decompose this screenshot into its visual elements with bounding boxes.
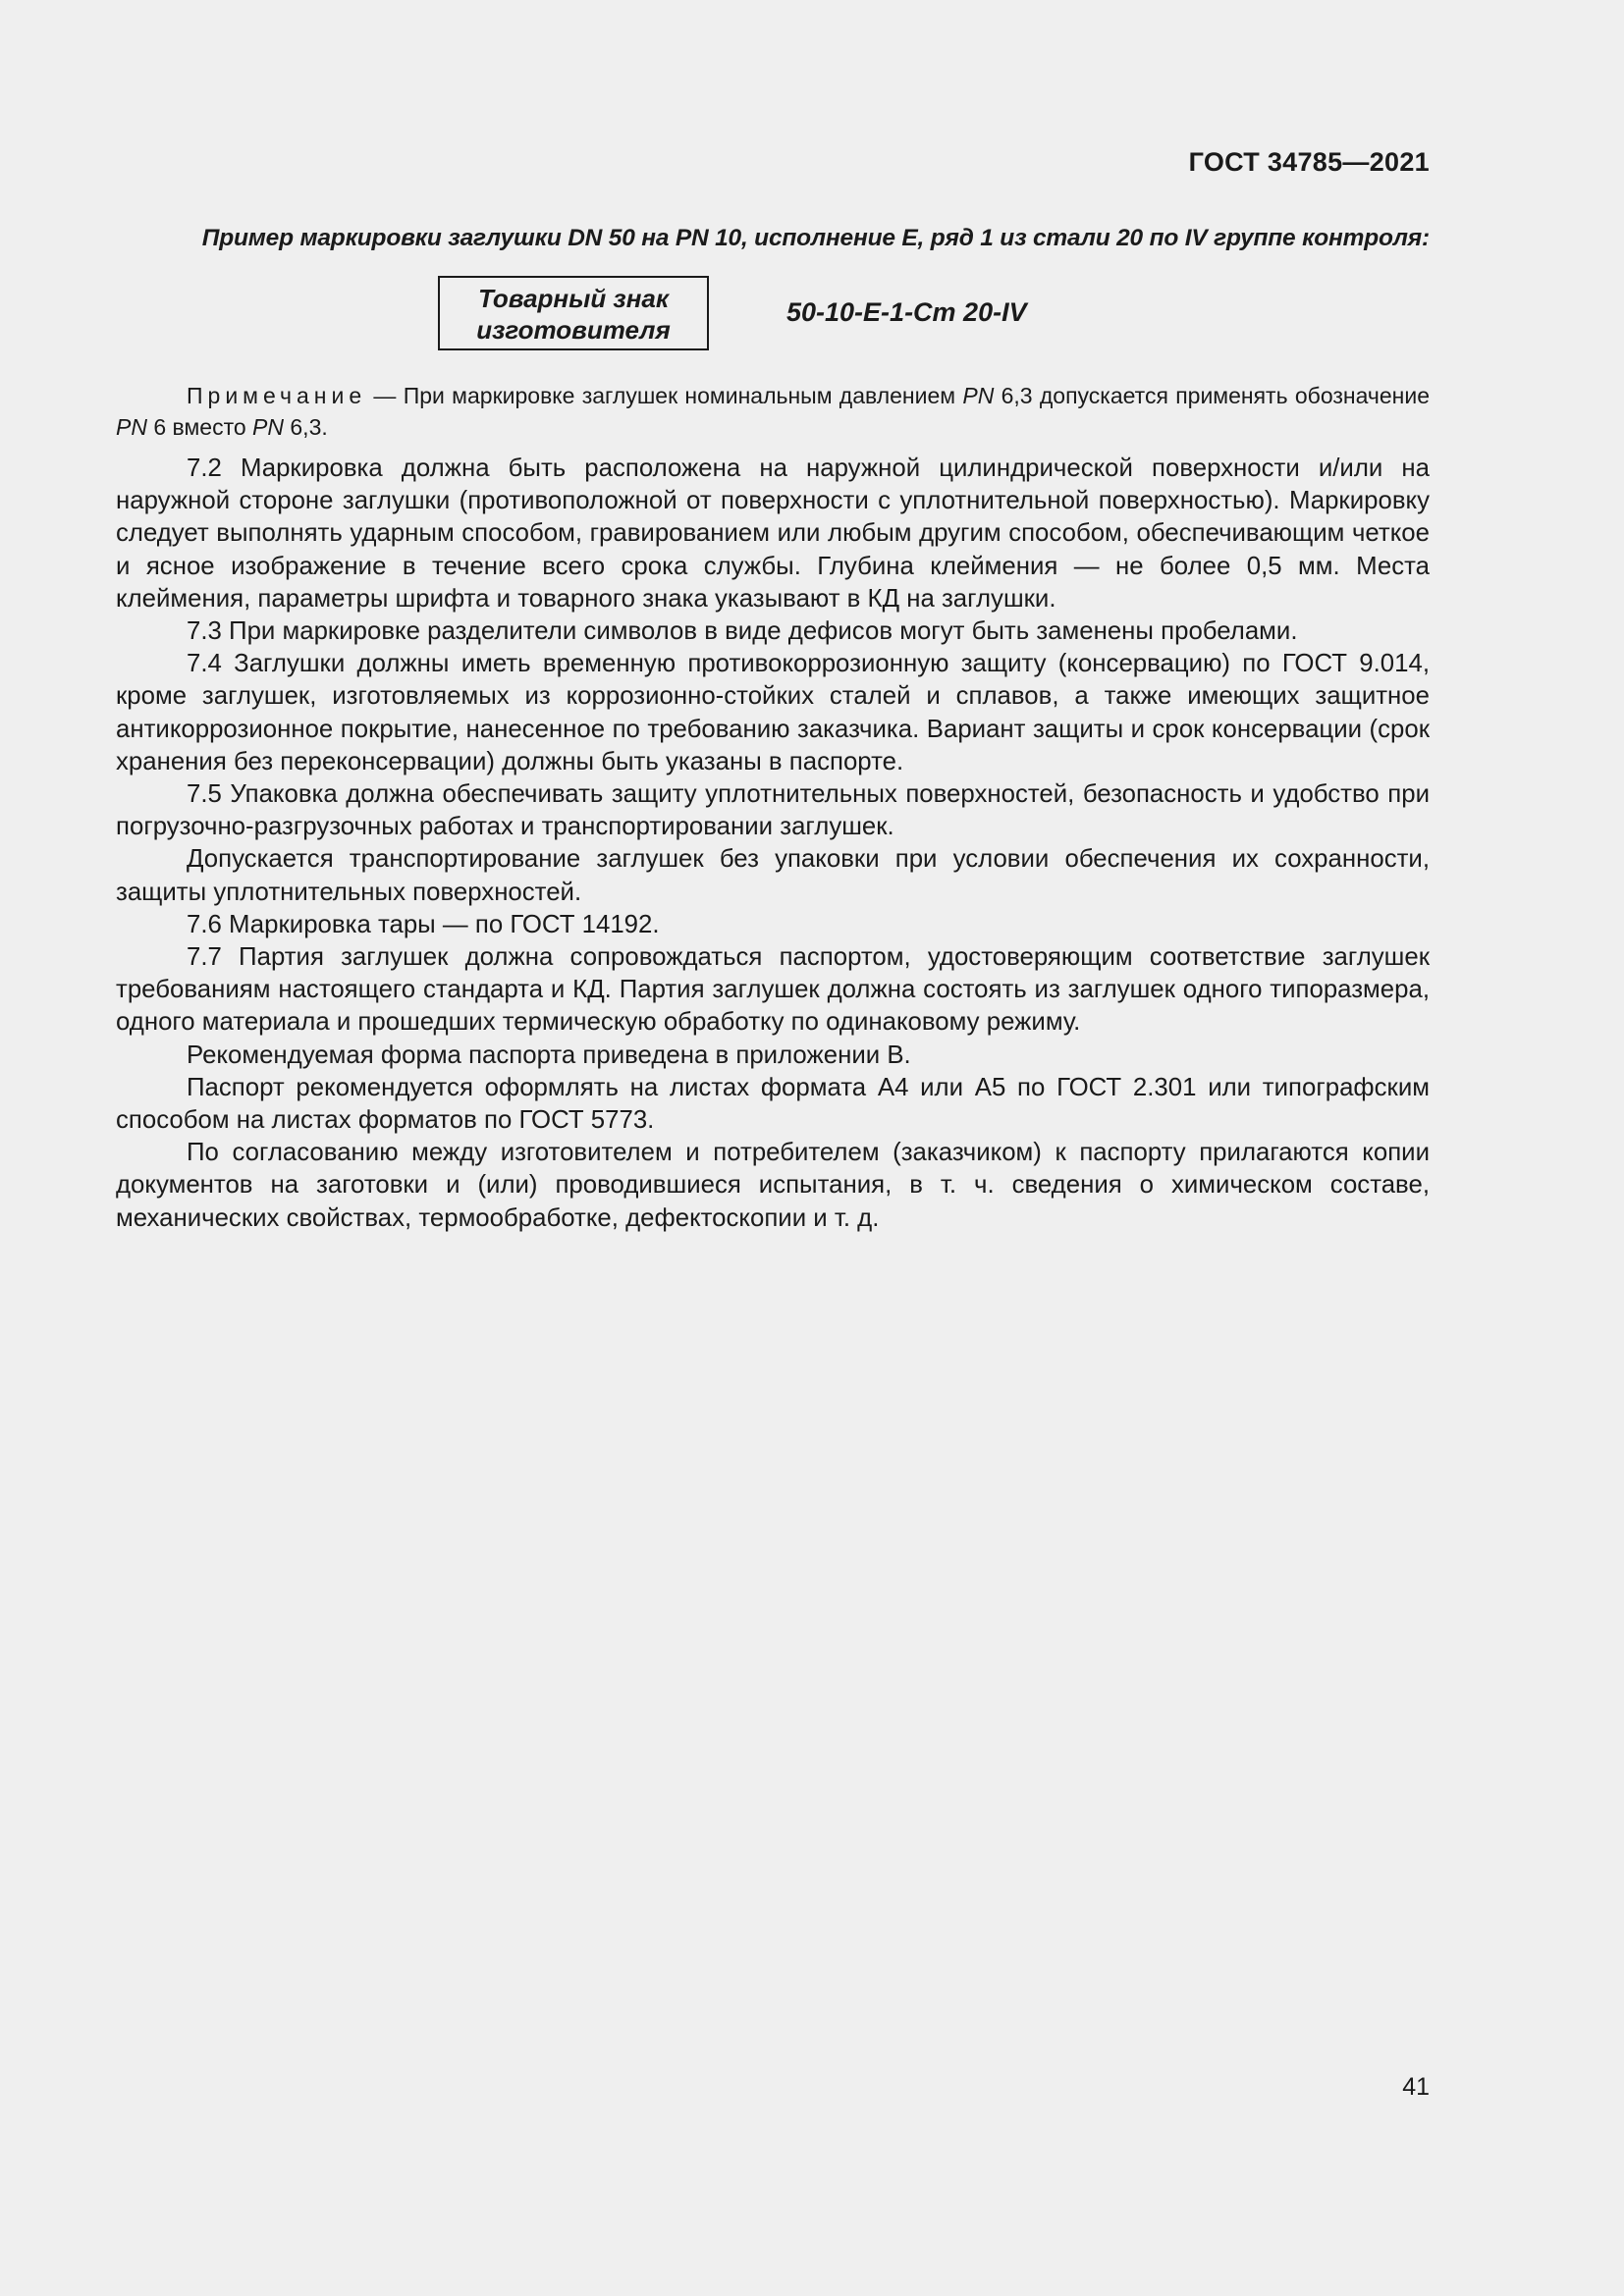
- note-text: 6,3.: [284, 414, 328, 440]
- paragraph-7-5: 7.5 Упаковка должна обеспечивать защиту уплотнительных поверхностей, безопасность и удобство при погрузочно-разгрузочных работах и транспортировании заглушек.: [116, 780, 1430, 841]
- trademark-box-line-2: изготовителя: [476, 315, 671, 345]
- paragraph-7-7: 7.7 Партия заглушек должна сопровождаться паспортом, удостоверяющим соответствие заглушек требованиям настоящего стандарта и КД. Партия заглушек должна состоять из заглушек одного типоразмера, одного материала и прошедших термическую обработку по одинаковому режиму.: [116, 943, 1430, 1037]
- trademark-box: [438, 276, 709, 350]
- paragraph-7-2: 7.2 Маркировка должна быть расположена на наружной цилиндрической поверхности и/или на наружной стороне заглушки (противоположной от поверхности с уплотнительной поверхностью). Маркировку следует выполнять ударным способом, гравированием или любым другим способом, обеспечивающим четкое и ясное изображение в течение всего срока службы. Глубина клеймения — не более 0,5 мм. Места клеймения, параметры шрифта и товарного знака указывают в КД на заглушки.: [116, 454, 1430, 613]
- note-text: 6 вместо: [146, 414, 253, 440]
- note-paragraph: [116, 380, 1430, 443]
- paragraph-7-6: 7.6 Маркировка тары — по ГОСТ 14192.: [187, 910, 660, 938]
- page-number: 41: [1402, 2073, 1430, 2101]
- trademark-box-line-1: Товарный знак: [477, 284, 670, 313]
- paragraph-passport-form: Рекомендуемая форма паспорта приведена в приложении В.: [187, 1041, 911, 1069]
- paragraph-transport: Допускается транспортирование заглушек без упаковки при условии обеспечения их сохранности, защиты уплотнительных поверхностей.: [116, 845, 1430, 906]
- paragraph-7-3: 7.3 При маркировке разделители символов в виде дефисов могут быть заменены пробелами.: [187, 617, 1298, 646]
- note-text: 6,3 допускается применять обозначение: [994, 383, 1431, 408]
- body-text: [116, 453, 1430, 1235]
- note-text: — При маркировке заглушек номинальным давлением: [366, 383, 963, 408]
- paragraph-passport-attachments: По согласованию между изготовителем и потребителем (заказчиком) к паспорту прилагаются копии документов на заготовки и (или) проводившиеся испытания, в т. ч. сведения о химическом составе, механических свойствах, термообработке, дефектоскопии и т. д.: [116, 1139, 1430, 1232]
- page-header-doc-id: ГОСТ 34785—2021: [1188, 147, 1430, 177]
- note-label: Примечание: [187, 383, 367, 408]
- note-pn: PN: [252, 414, 284, 440]
- note-block: [116, 380, 1430, 443]
- note-pn: PN: [962, 383, 995, 408]
- marking-code: 50-10-Е-1-Ст 20-IV: [786, 297, 1027, 327]
- paragraph-passport-format: Паспорт рекомендуется оформлять на листах формата А4 или А5 по ГОСТ 2.301 или типографским способом на листах форматов по ГОСТ 5773.: [116, 1073, 1430, 1135]
- note-pn: PN: [116, 414, 147, 440]
- marking-example-caption: Пример маркировки заглушки DN 50 на PN 10, исполнение Е, ряд 1 из стали 20 по IV группе контроля:: [201, 225, 1430, 251]
- paragraph-7-4: 7.4 Заглушки должны иметь временную противокоррозионную защиту (консервацию) по ГОСТ 9.014, кроме заглушек, изготовляемых из коррозионно-стойких сталей и сплавов, а также имеющих защитное антикоррозионное покрытие, нанесенное по требованию заказчика. Вариант защиты и срок консервации (срок хранения без переконсервации) должны быть указаны в паспорте.: [116, 650, 1430, 775]
